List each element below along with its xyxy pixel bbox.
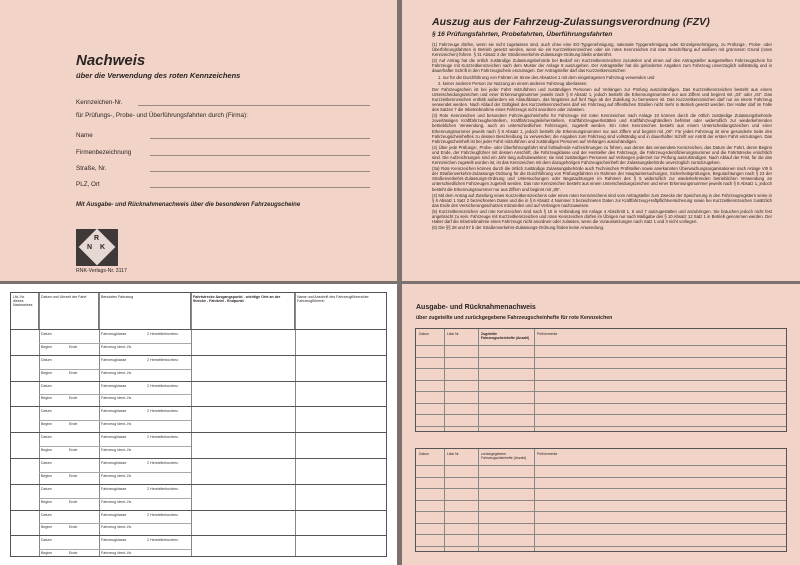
row-divider [416, 426, 786, 427]
cell-fahrzeug-ident: Fahrzeug Ident.-Nr. [101, 344, 132, 349]
cell-fahrzeugklasse: Fahrzeugklasse [101, 383, 127, 388]
row-divider [416, 488, 786, 489]
paragraph: (1) Fahrzeuge dürfen, wenn sie nicht zugelassen sind, auch ohne eine EG-Typgenehmigung, nationale Typgenehmigung oder Einzelgenehmigung, zu Prüfungs-, Probe- oder Überführungsfahrten in Betrieb gesetzt werden, wenn sie ein Kurzzeitkennzeichen oder ein rotes Kennzeichen mit roter Beschriftung auf weißem mit grünrotem Grund (rotes Kennzeichen) führen. § 31 Absatz 2 der Straßenverkehrs-Zulassungs-Ordnung bleibt unberührt. [432, 42, 772, 58]
cell-fahrzeugklasse: Fahrzeugklasse [101, 538, 127, 543]
row-divider [416, 380, 786, 381]
row-divider [416, 403, 786, 404]
column-header: zurückgegebene Fahrzeugscheinhefte (Anzahl) [481, 452, 527, 460]
paragraph: (3a) Rote Kennzeichen können durch die örtlich zuständige Zulassungsbehörde auch Technischen Prüfstellen sowie anerkannten Überwachungsorganisationen nach Anlage VIII b der Straßenverkehrs-Zulassungs-Ordnung für die Durchführung von Prüfungsfahrten im Rahmen der Hauptuntersuchungen, Sicherheitsprüfungen, Begutachtungen nach § 23 der Straßenverkehrs-Zulassungs-Ordnung und Untersuchungen oder Begutachtungen im Rahmen des § 5 widerruflich zur wiederkehrenden betrieblichen Verwendung an unterschiedlichen Fahrzeugen zugeteilt werden. Das rote Kennzeichen besteht aus einem Unterscheidungszeichen und einer Erkennungsnummer jeweils nach § 8 Absatz 1, jedoch besteht die Erkennungsnummer nur aus Ziffern und beginnt mit „05“. [432, 166, 772, 192]
strasse-label: Straße, Nr. [76, 165, 107, 172]
table-row[interactable] [11, 432, 386, 458]
cell-fahrzeugklasse: Fahrzeugklasse [101, 409, 127, 414]
column-header: Prüfvermerke [537, 332, 558, 336]
cell-ende: Ende [69, 370, 78, 375]
paragraph: (2) Auf Antrag hat die örtlich zuständige Zulassungsbehörde bei Bedarf ein Kurzzeitkennzeichen zuzuteilen und einen auf den Antragsteller ausgestellten Fahrzeugschein für Fahrzeuge mit Kurzzeitkennzeichen nach dem Muster der Anlage 8 auszugeben. Der Antragsteller hat die geforderten Angaben zum Fahrzeug unverzüglich vollständig und in dauerhafter Schrift in den Fahrzeugschein einzutragen. Der Antragsteller darf das Kurzzeitkennzeichen [432, 58, 772, 74]
paragraph: (6) Die §§ 28 und 57 b der Straßenverkehrs-Zulassungs-Ordnung finden keine Anwendung. [432, 225, 604, 231]
cell-datum: Datum [41, 538, 52, 543]
paragraph: (4) Mit dem Antrag auf Zuteilung eines Kurzzeitkennzeichens oder eines roten Kennzeichens sind vom Antragsteller zum Zwecke der Speicherung in den Fahrzeugregistern seine in § 6 Absatz 1 Satz 2 bezeichneten Daten und die in § 6 Absatz 4 Nummer 3 bezeichneten Daten zur Kraftfahrzeug-Haftpflichtversicherung sowie bei Kurzzeitkennzeichen zusätzlich das Ende des Versicherungsschutzes mitzuteilen und auf Verlangen nachzuweisen. [432, 192, 772, 208]
row-divider [39, 549, 191, 550]
column-header: Fahrtstrecke Ausgangspunkt - wichtige Orte an der Strecke - Fahrtziel - Endpunkt [191, 293, 295, 329]
rueckgabe-subtitle: über zugeteilte und zurückgegebene Fahrzeugscheinhefte für rote Kennzeichen [416, 315, 613, 321]
row-divider [416, 368, 786, 369]
name-label: Name [76, 132, 93, 139]
cell-datum: Datum [41, 383, 52, 388]
cell-ende: Ende [69, 499, 78, 504]
cell-fahrzeug-ident: Fahrzeug Ident.-Nr. [101, 525, 132, 530]
cell-ende: Ende [69, 422, 78, 427]
row-divider [416, 534, 786, 535]
cell-ende: Ende [69, 525, 78, 530]
fahrten-table [10, 292, 387, 557]
cell-datum: Datum [41, 461, 52, 465]
kennzeichen-field[interactable] [138, 105, 370, 106]
cell-fahrzeug-ident: Fahrzeug Ident.-Nr. [101, 448, 132, 453]
column-header: Liste Nr. [447, 452, 460, 456]
table-row[interactable] [11, 510, 386, 536]
cell-datum: Datum [41, 332, 52, 336]
cell-hersteller: 2 Herstellerkurzbez. [147, 461, 179, 465]
zugeteilt-table [415, 328, 787, 432]
cell-fahrzeugklasse: Fahrzeugklasse [101, 435, 127, 440]
verlag-number: RNK-Verlags-Nr. 3117 [76, 268, 127, 274]
fahrten-log-page [0, 284, 397, 565]
column-header: Datum und Uhrzeit der Fahrt [39, 293, 99, 329]
row-divider [39, 523, 191, 524]
column-header: Benutztes Fahrzeug [99, 293, 191, 329]
column-header: Datum [419, 332, 429, 336]
rueckgabe-title: Ausgabe- und Rücknahmenachweis [416, 304, 536, 311]
cell-hersteller: 2 Herstellerkurzbez. [147, 486, 179, 491]
row-divider [39, 343, 191, 344]
cell-beginn: Beginn [41, 422, 53, 427]
cell-fahrzeugklasse: Fahrzeugklasse [101, 512, 127, 517]
column-header: Name und Anschrift des Fahrzeugführers/der Fahrzeugführerin [297, 295, 369, 304]
table-row[interactable] [11, 484, 386, 510]
cell-fahrzeug-ident: Fahrzeug Ident.-Nr. [101, 473, 132, 478]
paragraph: (4) Über jede Prüfungs-, Probe- oder Überführungsfahrt sind fortlaufende Aufzeichnungen zu führen, aus denen das verwendete Kennzeichen, das Datum der Fahrt, deren Beginn und Ende, der Fahrzeugführer mit dessen Anschrift, die Fahrzeugklasse und der Hersteller des Fahrzeugs, die Fahrzeug-Identifizierungsnummer und die Fahrtstrecke ersichtlich sind. Die Aufzeichnungen sind ein Jahr lang aufzubewahren; sie sind zuständigen Personen auf Verlangen jederzeit zur Prüfung auszuhändigen. Nach Ablauf der Frist, für die das Kennzeichen zugeteilt worden ist, ist das Kennzeichen mit dem dazugehörigen Fahrzeugscheinheft der Zulassungsbehörde unverzüglich zurückzugeben. [432, 144, 772, 166]
fzv-excerpt [402, 0, 800, 281]
cell-fahrzeug-ident: Fahrzeug Ident.-Nr. [101, 499, 132, 504]
cell-beginn: Beginn [41, 396, 53, 401]
rnk-logo [76, 229, 118, 266]
cell-ende: Ende [69, 448, 78, 453]
cell-fahrzeug-ident: Fahrzeug Ident.-Nr. [101, 422, 132, 427]
cell-ende: Ende [69, 344, 78, 349]
column-header: Datum [419, 452, 429, 456]
cell-beginn: Beginn [41, 525, 53, 530]
row-divider [416, 523, 786, 524]
cell-fahrzeug-ident: Fahrzeug Ident.-Nr. [101, 396, 132, 401]
cell-ende: Ende [69, 551, 78, 556]
logo-letter: R [94, 235, 100, 242]
cell-fahrzeugklasse: Fahrzeugklasse [101, 357, 127, 362]
row-divider [416, 345, 786, 346]
row-divider [416, 546, 786, 547]
nachweis-cover [0, 0, 397, 281]
row-divider [416, 391, 786, 392]
cell-datum: Datum [41, 512, 52, 517]
table-row[interactable] [11, 458, 386, 484]
cell-hersteller: 2 Herstellerkurzbez. [147, 383, 179, 388]
cell-ende: Ende [69, 473, 78, 478]
plz-label: PLZ, Ort [76, 181, 100, 188]
table-row[interactable] [11, 355, 386, 381]
cell-fahrzeugklasse: Fahrzeugklasse [101, 332, 127, 336]
cell-fahrzeug-ident: Fahrzeug Ident.-Nr. [101, 370, 132, 375]
strasse-field[interactable] [150, 171, 370, 172]
row-divider [39, 420, 191, 421]
firma-label: Firmenbezeichnung [76, 149, 132, 156]
row-divider [416, 500, 786, 501]
row-divider [416, 465, 786, 466]
cell-beginn: Beginn [41, 551, 53, 556]
paragraph: (3) Rote Kennzeichen und besondere Fahrzeugscheinhefte für Fahrzeuge mit roten Kennzeichen nach Anlage 10 können durch die örtlich zuständige Zulassungsbehörde zuverlässigen Kraftfahrzeugherstellern, Kraftfahrzeugteileherstellern, Kraftfahrzeugwerkstätten und Kraftfahrzeughändlern befristet oder widerruflich zur wiederkehrenden betrieblichen Verwendung, auch an unterschiedlichen Fahrzeugen, zugeteilt werden. Ein rotes Kennzeichen besteht aus einem Unterscheidungszeichen und einer Erkennungsnummer jeweils nach § 8 Absatz 1, jedoch besteht die Erkennungsnummer nur aus Ziffern und beginnt mit „06“. Für jedes Fahrzeug ist eine gesonderte Seite des Fahrzeugscheinheftes zu dessen Beschreibung zu verwenden; die Angaben zum Fahrzeug sind vollständig und in dauerhafter Schrift vor Antritt der ersten Fahrt einzutragen. Das Fahrzeugscheinheft ist bei jeder Fahrt mitzuführen und zuständigen Personen auf Verlangen auszuhändigen. [432, 113, 772, 144]
row-divider [39, 369, 191, 370]
cell-hersteller: 2 Herstellerkurzbez. [147, 332, 179, 336]
table-row[interactable] [11, 329, 386, 355]
cell-datum: Datum [41, 409, 52, 414]
paragraph: Der Fahrzeugschein ist bei jeder Fahrt mitzuführen und zuständigen Personen auf Verlangen zur Prüfung auszuhändigen. Das Kurzzeitkennzeichen besteht aus einem Unterscheidungszeichen und einer Erkennungsnummer jeweils nach § 8 Absatz 1, jedoch besteht die Erkennungsnummer nur aus Ziffern und beginnt mit „03“ oder „04“. Das Kurzzeitkennzeichen enthält außerdem ein Ablaufdatum, das längstens auf fünf Tage ab der Zuteilung zu bemessen ist. Das Kurzzeitkennzeichen darf nur an einem Fahrzeug verwendet werden. Nach Ablauf der Gültigkeit des Kurzzeitkennzeichens darf ein Fahrzeug auf öffentlichen Straßen nicht mehr in Betrieb gesetzt werden. Der Halter darf im Falle des Satzes 7 die Inbetriebnahme eines Fahrzeugs nicht anordnen oder zulassen. [432, 86, 772, 113]
cell-datum: Datum [41, 486, 52, 491]
table-row[interactable] [11, 406, 386, 432]
row-divider [39, 498, 191, 499]
row-divider [416, 414, 786, 415]
cell-datum: Datum [41, 435, 52, 440]
row-divider [416, 511, 786, 512]
cell-hersteller: 2 Herstellerkurzbez. [147, 435, 179, 440]
cell-beginn: Beginn [41, 370, 53, 375]
cell-fahrzeugklasse: Fahrzeugklasse [101, 486, 127, 491]
cell-beginn: Beginn [41, 344, 53, 349]
cell-hersteller: 2 Herstellerkurzbez. [147, 409, 179, 414]
paragraph: 1. nur für die Durchführung von Fahrten im Sinne des Absatzes 1 mit dem eingetragenen Fahrzeug verwenden und [438, 74, 655, 80]
page-title: Nachweis [76, 52, 146, 69]
cell-ende: Ende [69, 396, 78, 401]
zurueckgegeben-table [415, 448, 787, 552]
excerpt-body [432, 42, 772, 231]
page-subtitle: über die Verwendung des roten Kennzeichens [76, 71, 241, 80]
column-header: Prüfvermerke [537, 452, 558, 456]
cell-datum: Datum [41, 357, 52, 362]
cell-beginn: Beginn [41, 499, 53, 504]
row-divider [416, 477, 786, 478]
name-field[interactable] [150, 138, 370, 139]
plz-field[interactable] [150, 187, 370, 188]
excerpt-title: Auszug aus der Fahrzeug-Zulassungsverordnung (FZV) [432, 16, 710, 28]
logo-letter: K [100, 244, 106, 251]
table-row[interactable] [11, 381, 386, 407]
paragraph: 2. keiner anderen Person zur Nutzung an einem anderen Fahrzeug überlassen. [438, 80, 588, 86]
kennzeichen-label: Kennzeichen-Nr. [76, 99, 123, 106]
row-divider [39, 446, 191, 447]
column-header: Lfd.-Nr. dieses Nachweises [11, 293, 39, 329]
logo-letter: N [87, 244, 93, 251]
footer-note: Mit Ausgabe- und Rücknahmenachweis über die besonderen Fahrzeugscheine [76, 202, 301, 208]
cell-beginn: Beginn [41, 473, 53, 478]
cell-hersteller: 2 Herstellerkurzbez. [147, 357, 179, 362]
cell-fahrzeugklasse: Fahrzeugklasse [101, 461, 127, 465]
paragraph: (5) Kurzzeitkennzeichen und rote Kennzeichen sind nach § 10 in Verbindung mit Anlage 4 Abschnitt 1, 6 und 7 auszugestalten und anzubringen. Sie brauchen jedoch nicht fest angebracht zu sein. Fahrzeuge mit Kurzzeitkennzeichen und roten Kennzeichen dürfen im Übrigen nur nach Maßgabe des § 10 Absatz 12 Satz 1 in Betrieb genommen werden. Der Halter darf die Inbetriebnahme eines Fahrzeugs nicht anordnen oder zulassen, wenn die Voraussetzungen nach Satz 1 und 3 nicht vorliegen. [432, 208, 772, 225]
row-divider [39, 472, 191, 473]
table-row[interactable] [11, 535, 386, 561]
row-divider [39, 394, 191, 395]
cell-hersteller: 2 Herstellerkurzbez. [147, 538, 179, 543]
cell-beginn: Beginn [41, 448, 53, 453]
row-divider [416, 357, 786, 358]
fahrten-label: für Prüfungs-, Probe- und Überführungsfahrten durch (Firma): [76, 112, 248, 119]
column-header: Liste Nr. [447, 332, 460, 336]
cell-hersteller: 2 Herstellerkurzbez. [147, 512, 179, 517]
firma-field[interactable] [150, 155, 370, 156]
column-header: Zugeteilte Fahrzeugscheinhefte (Anzahl) [481, 332, 530, 340]
section-heading: § 16 Prüfungsfahrten, Probefahrten, Überführungsfahrten [432, 31, 613, 38]
cell-fahrzeug-ident: Fahrzeug Ident.-Nr. [101, 551, 132, 556]
rueckgabe-page [402, 284, 800, 565]
